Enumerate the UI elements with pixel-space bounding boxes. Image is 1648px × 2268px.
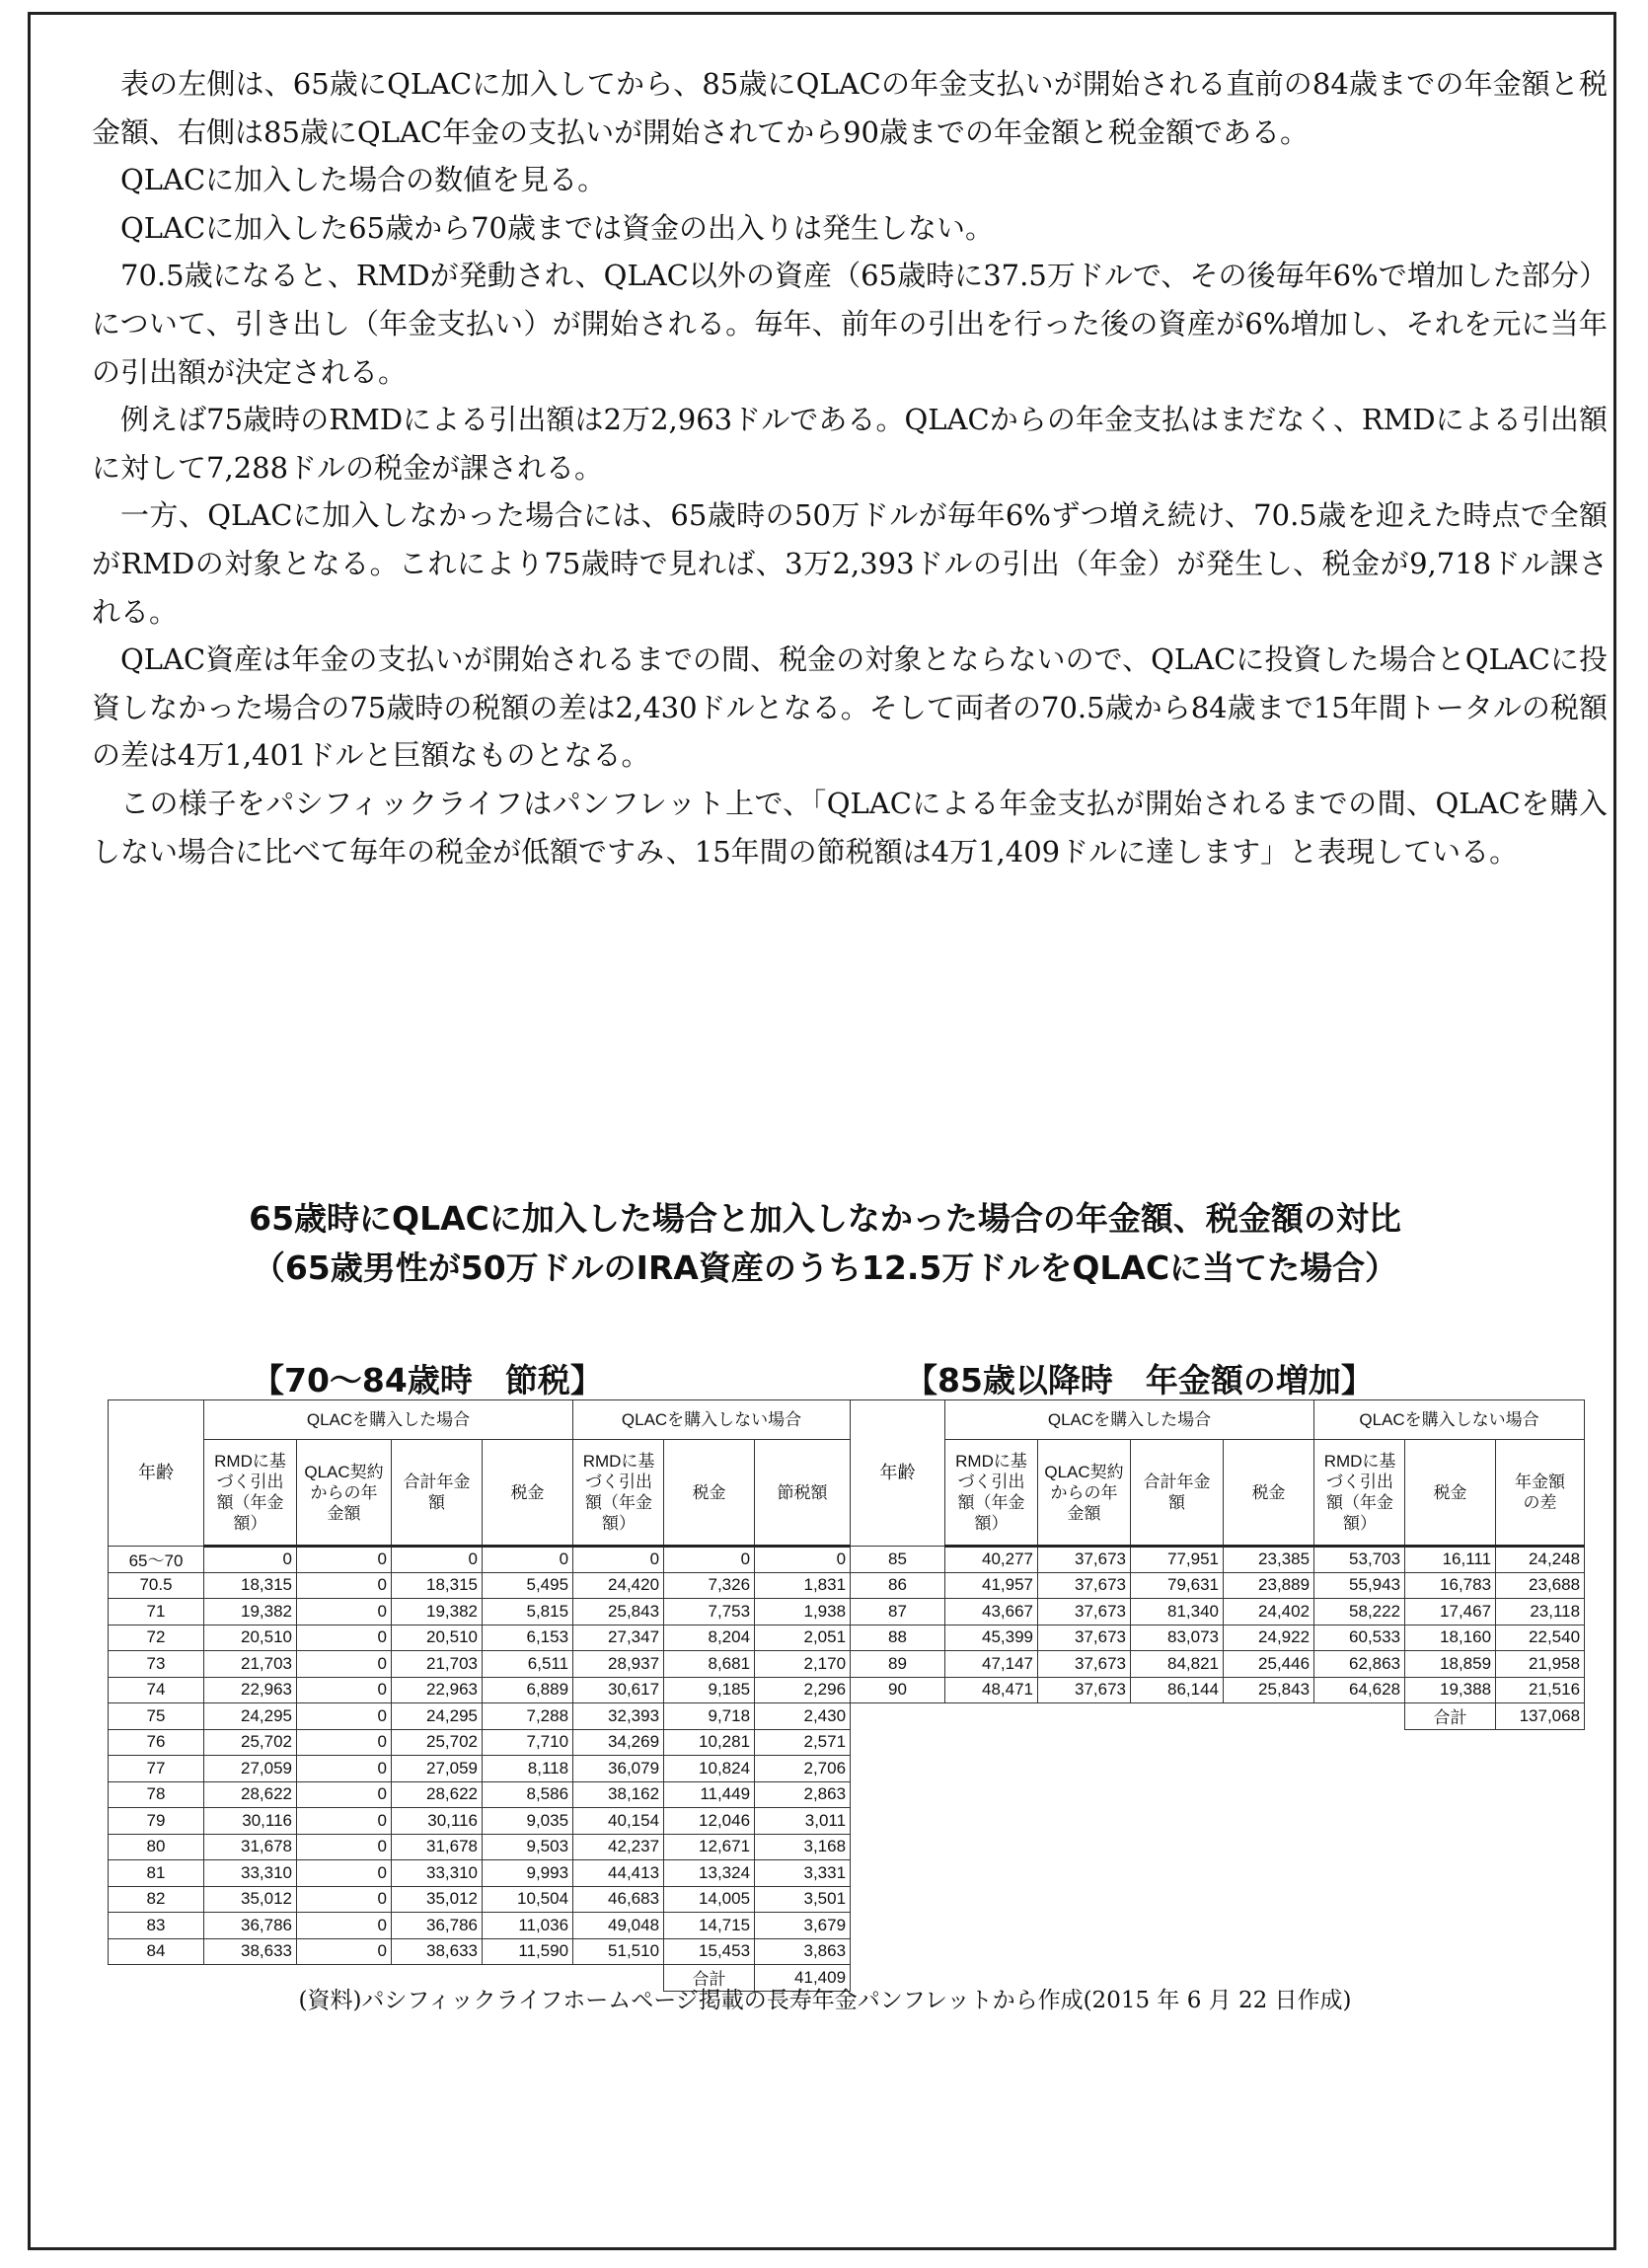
table-cell: 3,863: [755, 1938, 851, 1965]
source-note: (資料)パシフィックライフホームページ掲載の長寿年金パンフレットから作成(2015 年 6 月 22 日作成): [298, 1988, 1352, 2013]
table-cell: 33,310: [204, 1860, 297, 1887]
table-cell: 18,859: [1405, 1651, 1496, 1678]
table-cell: 32,393: [573, 1703, 664, 1730]
table-cell: 1,831: [755, 1572, 851, 1599]
table-cell: 25,843: [573, 1599, 664, 1625]
table-cell: 0: [297, 1703, 392, 1730]
table-cell: 30,116: [204, 1808, 297, 1835]
table-cell: 70.5: [109, 1572, 204, 1599]
table-cell: 9,035: [483, 1808, 573, 1835]
table-cell: 37,673: [1038, 1651, 1131, 1678]
table-cell: 35,012: [392, 1886, 483, 1913]
table-cell: 8,681: [664, 1651, 755, 1678]
table-row: [109, 1808, 851, 1835]
right-table-title: 【85歳以降時 年金額の増加】: [905, 1361, 1374, 1399]
group-header-with-qlac: QLACを購入した場合: [204, 1400, 573, 1440]
table-cell: 5,495: [483, 1572, 573, 1599]
table-cell: 23,118: [1496, 1599, 1585, 1625]
table-cell: 2,571: [755, 1729, 851, 1756]
table-cell: 22,963: [204, 1677, 297, 1703]
table-cell: 58,222: [1314, 1599, 1405, 1625]
table-cell: 72: [109, 1625, 204, 1651]
table-cell: 40,154: [573, 1808, 664, 1835]
table-cell: 89: [851, 1651, 945, 1678]
table-cell: 49,048: [573, 1913, 664, 1939]
table-row: [109, 1651, 851, 1678]
table-cell: 12,671: [664, 1834, 755, 1860]
table-cell: 23,385: [1224, 1547, 1314, 1573]
tax-saving-table: [108, 1399, 851, 1992]
table-row: [109, 1938, 851, 1965]
table-cell: 16,111: [1405, 1547, 1496, 1573]
table-cell: 27,347: [573, 1625, 664, 1651]
rmd-withdrawal-without-header: RMDに基づく引出額（年金額）: [1314, 1440, 1405, 1547]
table-cell: 60,533: [1314, 1625, 1405, 1651]
table-cell: 2,706: [755, 1756, 851, 1782]
table-cell: 84: [109, 1938, 204, 1965]
table-cell: 0: [297, 1834, 392, 1860]
table-cell: 84,821: [1131, 1651, 1224, 1678]
table-row: [109, 1860, 851, 1887]
table-cell: 77: [109, 1756, 204, 1782]
table-cell: 76: [109, 1729, 204, 1756]
table-cell: 78: [109, 1781, 204, 1808]
table-cell: 73: [109, 1651, 204, 1678]
table-cell: 20,510: [204, 1625, 297, 1651]
table-cell: 77,951: [1131, 1547, 1224, 1573]
table-cell: 28,622: [204, 1781, 297, 1808]
table-cell: 9,185: [664, 1677, 755, 1703]
table-cell: 31,678: [204, 1834, 297, 1860]
paragraph: この様子をパシフィックライフはパンフレット上で、「QLACによる年金支払が開始されるまでの間、QLACを購入しない場合に比べて毎年の税金が低額ですみ、15年間の節税額は4万1,409ドルに達します」と表現している。: [92, 786, 1608, 869]
table-row: [109, 1834, 851, 1860]
left-table-title: 【70～84歳時 節税】: [252, 1361, 603, 1399]
table-cell: 53,703: [1314, 1547, 1405, 1573]
table-cell: 16,783: [1405, 1572, 1496, 1599]
table-cell: 81,340: [1131, 1599, 1224, 1625]
group-header-without-qlac: QLACを購入しない場合: [1314, 1400, 1585, 1440]
table-cell: 15,453: [664, 1938, 755, 1965]
table-row: [109, 1756, 851, 1782]
table-cell: 8,586: [483, 1781, 573, 1808]
tax-header: 税金: [1224, 1440, 1314, 1547]
group-header-without-qlac: QLACを購入しない場合: [573, 1400, 851, 1440]
table-row: [109, 1547, 851, 1573]
age-header: 年齢: [851, 1400, 945, 1547]
table-cell: 0: [664, 1547, 755, 1573]
total-value: 41,409: [755, 1965, 851, 1992]
table-cell: 83,073: [1131, 1625, 1224, 1651]
table-cell: 3,679: [755, 1913, 851, 1939]
table-cell: 0: [297, 1729, 392, 1756]
table-cell: 19,388: [1405, 1677, 1496, 1703]
total-label: 合計: [664, 1965, 755, 1992]
table-cell: 2,170: [755, 1651, 851, 1678]
table-cell: 46,683: [573, 1886, 664, 1913]
total-value: 137,068: [1496, 1703, 1585, 1730]
table-cell: 18,160: [1405, 1625, 1496, 1651]
table-row: [851, 1651, 1585, 1678]
table-cell: 21,516: [1496, 1677, 1585, 1703]
total-annuity-header: 合計年金額: [392, 1440, 483, 1547]
table-cell: 9,718: [664, 1703, 755, 1730]
tax-without-header: 税金: [1405, 1440, 1496, 1547]
table-cell: 18,315: [392, 1572, 483, 1599]
table-cell: 47,147: [945, 1651, 1038, 1678]
table-cell: 11,036: [483, 1913, 573, 1939]
table-cell: 28,937: [573, 1651, 664, 1678]
table-row: [109, 1729, 851, 1756]
table-cell: 88: [851, 1625, 945, 1651]
table-cell: 0: [755, 1547, 851, 1573]
qlac-annuity-header: QLAC契約からの年金額: [297, 1440, 392, 1547]
table-cell: 85: [851, 1547, 945, 1573]
table-cell: 35,012: [204, 1886, 297, 1913]
total-row: [851, 1703, 1585, 1730]
table-cell: 83: [109, 1913, 204, 1939]
table-cell: 25,843: [1224, 1677, 1314, 1703]
table-cell: 24,248: [1496, 1547, 1585, 1573]
table-cell: 23,688: [1496, 1572, 1585, 1599]
paragraph: QLAC資産は年金の支払いが開始されるまでの間、税金の対象とならないので、QLACに投資した場合とQLACに投資しなかった場合の75歳時の税額の差は2,430ドルとなる。そして両者の70.5歳から84歳まで15年間トータルの税額の差は4万1,401ドルと巨額なものとなる。: [92, 643, 1608, 773]
table-cell: 6,153: [483, 1625, 573, 1651]
rmd-withdrawal-without-header: RMDに基づく引出額（年金額）: [573, 1440, 664, 1547]
table-cell: 2,051: [755, 1625, 851, 1651]
table-cell: 3,331: [755, 1860, 851, 1887]
table-cell: 0: [297, 1599, 392, 1625]
table-cell: 34,269: [573, 1729, 664, 1756]
table-cell: 38,633: [204, 1938, 297, 1965]
table-cell: 3,011: [755, 1808, 851, 1835]
table-cell: 65～70: [109, 1547, 204, 1573]
table-cell: 18,315: [204, 1572, 297, 1599]
table-cell: 25,702: [392, 1729, 483, 1756]
table-cell: 80: [109, 1834, 204, 1860]
paragraph: 70.5歳になると、RMDが発動され、QLAC以外の資産（65歳時に37.5万ドルで、その後毎年6%で増加した部分）について、引き出し（年金支払い）が開始される。毎年、前年の引出を行った後の資産が6%増加し、それを元に当年の引出額が決定される。: [92, 259, 1608, 389]
rmd-withdrawal-header: RMDに基づく引出額（年金額）: [204, 1440, 297, 1547]
table-cell: 33,310: [392, 1860, 483, 1887]
table-cell: 74: [109, 1677, 204, 1703]
table-row: [109, 1913, 851, 1939]
table-cell: 44,413: [573, 1860, 664, 1887]
table-cell: 24,402: [1224, 1599, 1314, 1625]
table-cell: 62,863: [1314, 1651, 1405, 1678]
table-row: [109, 1781, 851, 1808]
table-cell: 71: [109, 1599, 204, 1625]
table-cell: 37,673: [1038, 1572, 1131, 1599]
table-cell: 10,824: [664, 1756, 755, 1782]
table-cell: 20,510: [392, 1625, 483, 1651]
table-row: [851, 1547, 1585, 1573]
annuity-diff-header: 年金額の差: [1496, 1440, 1585, 1547]
table-cell: 0: [297, 1886, 392, 1913]
table-cell: 7,753: [664, 1599, 755, 1625]
table-cell: 9,993: [483, 1860, 573, 1887]
table-cell: 6,889: [483, 1677, 573, 1703]
table-cell: 8,118: [483, 1756, 573, 1782]
table-cell: 3,501: [755, 1886, 851, 1913]
paragraph: 表の左側は、65歳にQLACに加入してから、85歳にQLACの年金支払いが開始される直前の84歳までの年金額と税金額、右側は85歳にQLAC年金の支払いが開始されてから90歳までの年金額と税金額である。: [92, 67, 1608, 149]
table-cell: 42,237: [573, 1834, 664, 1860]
paragraph: QLACに加入した場合の数値を見る。: [120, 163, 607, 197]
table-cell: 28,622: [392, 1781, 483, 1808]
table-cell: 22,540: [1496, 1625, 1585, 1651]
table-cell: 8,204: [664, 1625, 755, 1651]
table-cell: 2,430: [755, 1703, 851, 1730]
table-row: [851, 1677, 1585, 1703]
table-cell: 86,144: [1131, 1677, 1224, 1703]
table-cell: 36,786: [204, 1913, 297, 1939]
figure-title-line2: （65歳男性が50万ドルのIRA資産のうち12.5万ドルをQLACに当てた場合）: [252, 1248, 1398, 1287]
figure-title-line1: 65歳時にQLACに加入した場合と加入しなかった場合の年金額、税金額の対比: [249, 1199, 1401, 1238]
table-cell: 0: [483, 1547, 573, 1573]
table-cell: 23,889: [1224, 1572, 1314, 1599]
table-cell: 10,504: [483, 1886, 573, 1913]
group-header-with-qlac: QLACを購入した場合: [945, 1400, 1314, 1440]
table-cell: 37,673: [1038, 1547, 1131, 1573]
table-cell: 6,511: [483, 1651, 573, 1678]
table-cell: 11,590: [483, 1938, 573, 1965]
table-cell: 0: [392, 1547, 483, 1573]
table-cell: 19,382: [204, 1599, 297, 1625]
table-cell: 2,296: [755, 1677, 851, 1703]
table-cell: 21,703: [392, 1651, 483, 1678]
table-cell: 51,510: [573, 1938, 664, 1965]
table-cell: 24,295: [204, 1703, 297, 1730]
table-cell: 12,046: [664, 1808, 755, 1835]
annuity-increase-table: [850, 1399, 1585, 1730]
table-cell: 11,449: [664, 1781, 755, 1808]
table-cell: 31,678: [392, 1834, 483, 1860]
table-cell: 0: [297, 1860, 392, 1887]
table-cell: 30,116: [392, 1808, 483, 1835]
table-cell: 45,399: [945, 1625, 1038, 1651]
table-row: [109, 1886, 851, 1913]
table-cell: 24,922: [1224, 1625, 1314, 1651]
table-cell: 13,324: [664, 1860, 755, 1887]
table-row: [851, 1625, 1585, 1651]
table-cell: 0: [297, 1572, 392, 1599]
table-cell: 14,715: [664, 1913, 755, 1939]
table-cell: 25,702: [204, 1729, 297, 1756]
table-cell: 41,957: [945, 1572, 1038, 1599]
table-cell: 36,079: [573, 1756, 664, 1782]
table-cell: 0: [204, 1547, 297, 1573]
table-cell: 0: [297, 1625, 392, 1651]
table-cell: 22,963: [392, 1677, 483, 1703]
table-cell: 14,005: [664, 1886, 755, 1913]
table-cell: 27,059: [392, 1756, 483, 1782]
table-cell: 38,633: [392, 1938, 483, 1965]
table-row: [109, 1703, 851, 1730]
paragraph: 例えば75歳時のRMDによる引出額は2万2,963ドルである。QLACからの年金支払はまだなく、RMDによる引出額に対して7,288ドルの税金が課される。: [92, 403, 1608, 485]
tax-without-header: 税金: [664, 1440, 755, 1547]
table-cell: 10,281: [664, 1729, 755, 1756]
table-row: [851, 1572, 1585, 1599]
table-cell: 37,673: [1038, 1599, 1131, 1625]
table-cell: 86: [851, 1572, 945, 1599]
table-cell: 64,628: [1314, 1677, 1405, 1703]
table-cell: 81: [109, 1860, 204, 1887]
table-cell: 24,295: [392, 1703, 483, 1730]
table-cell: 79,631: [1131, 1572, 1224, 1599]
table-cell: 0: [297, 1677, 392, 1703]
table-cell: 7,288: [483, 1703, 573, 1730]
table-cell: 17,467: [1405, 1599, 1496, 1625]
table-row: [109, 1572, 851, 1599]
table-cell: 79: [109, 1808, 204, 1835]
table-cell: 27,059: [204, 1756, 297, 1782]
table-cell: 87: [851, 1599, 945, 1625]
table-cell: 0: [573, 1547, 664, 1573]
table-cell: 75: [109, 1703, 204, 1730]
table-cell: 0: [297, 1808, 392, 1835]
table-cell: 55,943: [1314, 1572, 1405, 1599]
table-row: [109, 1625, 851, 1651]
age-header: 年齢: [109, 1400, 204, 1547]
table-row: [109, 1677, 851, 1703]
figure-title: [31, 1194, 1619, 1293]
table-cell: 0: [297, 1938, 392, 1965]
table-cell: 37,673: [1038, 1625, 1131, 1651]
table-cell: 19,382: [392, 1599, 483, 1625]
table-cell: 0: [297, 1756, 392, 1782]
paragraph: 一方、QLACに加入しなかった場合には、65歳時の50万ドルが毎年6%ずつ増え続け、70.5歳を迎えた時点で全額がRMDの対象となる。これにより75歳時で見れば、3万2,393ドルの引出（年金）が発生し、税金が9,718ドル課される。: [92, 498, 1608, 629]
table-cell: 21,958: [1496, 1651, 1585, 1678]
table-cell: 36,786: [392, 1913, 483, 1939]
table-cell: 82: [109, 1886, 204, 1913]
tax-header: 税金: [483, 1440, 573, 1547]
page-frame: [28, 12, 1616, 2250]
table-cell: 2,863: [755, 1781, 851, 1808]
body-text: [92, 60, 1608, 875]
total-annuity-header: 合計年金額: [1131, 1440, 1224, 1547]
table-cell: 48,471: [945, 1677, 1038, 1703]
table-cell: 0: [297, 1913, 392, 1939]
table-cell: 7,326: [664, 1572, 755, 1599]
qlac-annuity-header: QLAC契約からの年金額: [1038, 1440, 1131, 1547]
total-label: 合計: [1405, 1703, 1496, 1730]
table-cell: 90: [851, 1677, 945, 1703]
table-cell: 3,168: [755, 1834, 851, 1860]
table-cell: 40,277: [945, 1547, 1038, 1573]
table-cell: 37,673: [1038, 1677, 1131, 1703]
table-row: [851, 1599, 1585, 1625]
table-cell: 0: [297, 1547, 392, 1573]
table-cell: 38,162: [573, 1781, 664, 1808]
table-cell: 25,446: [1224, 1651, 1314, 1678]
table-cell: 5,815: [483, 1599, 573, 1625]
table-cell: 9,503: [483, 1834, 573, 1860]
paragraph: QLACに加入した65歳から70歳までは資金の出入りは発生しない。: [120, 210, 994, 245]
rmd-withdrawal-header: RMDに基づく引出額（年金額）: [945, 1440, 1038, 1547]
table-cell: 7,710: [483, 1729, 573, 1756]
table-cell: 1,938: [755, 1599, 851, 1625]
table-cell: 43,667: [945, 1599, 1038, 1625]
table-row: [109, 1599, 851, 1625]
table-cell: 0: [297, 1781, 392, 1808]
table-cell: 21,703: [204, 1651, 297, 1678]
table-cell: 30,617: [573, 1677, 664, 1703]
tax-saving-header: 節税額: [755, 1440, 851, 1547]
table-cell: 0: [297, 1651, 392, 1678]
table-cell: 24,420: [573, 1572, 664, 1599]
